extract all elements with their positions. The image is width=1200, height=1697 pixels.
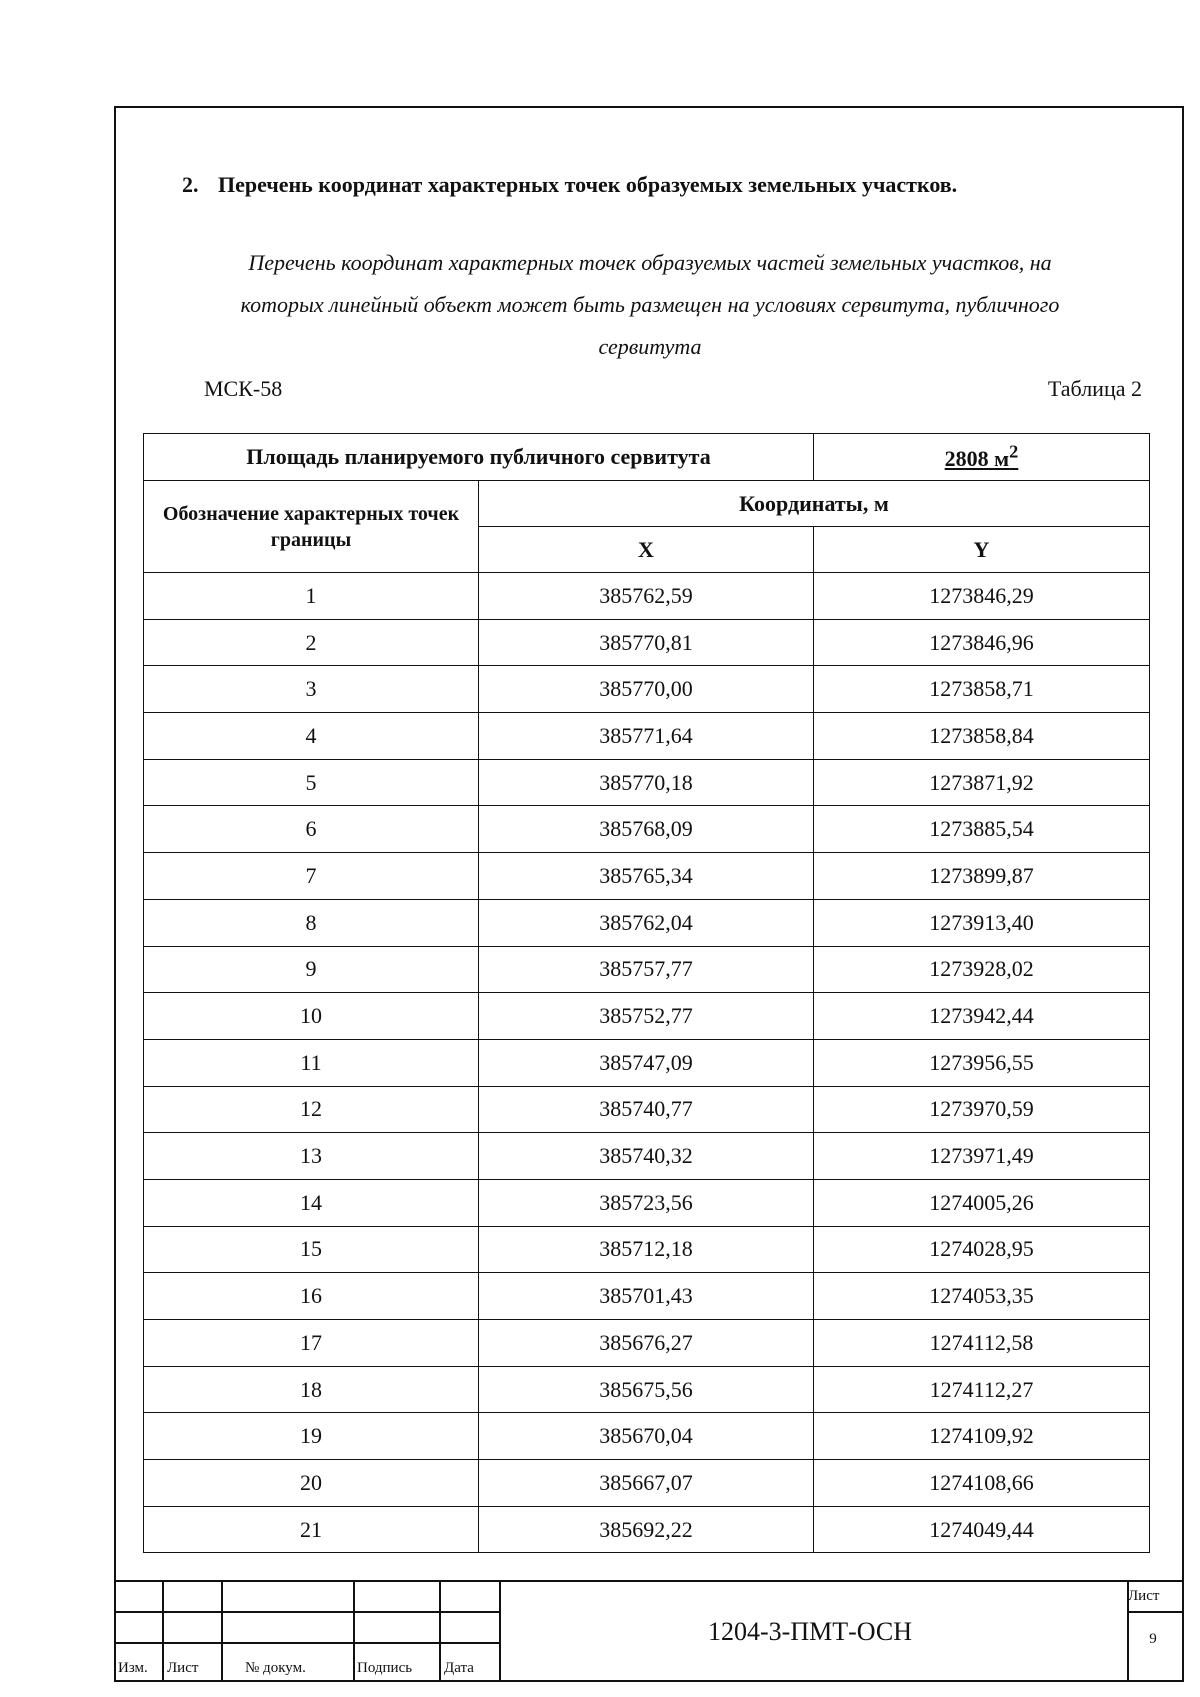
x-coordinate: 385701,43: [479, 1273, 814, 1320]
point-number: 20: [144, 1460, 479, 1507]
y-coordinate: 1274028,95: [814, 1226, 1150, 1273]
section-number: 2.: [182, 172, 199, 197]
y-coordinate: 1274005,26: [814, 1179, 1150, 1226]
x-coordinate: 385676,27: [479, 1320, 814, 1367]
point-number: 7: [144, 853, 479, 900]
table-row: [144, 993, 1150, 1040]
y-coordinate: 1273956,55: [814, 1039, 1150, 1086]
y-coordinate: 1273858,84: [814, 713, 1150, 760]
point-number: 15: [144, 1226, 479, 1273]
point-number: 2: [144, 619, 479, 666]
table-row: [144, 1506, 1150, 1553]
coords-header: Координаты, м: [479, 481, 1150, 527]
point-number: 1: [144, 573, 479, 620]
y-coordinate: 1274049,44: [814, 1506, 1150, 1553]
x-coordinate: 385670,04: [479, 1413, 814, 1460]
y-coordinate: 1273871,92: [814, 759, 1150, 806]
x-coordinate: 385747,09: [479, 1039, 814, 1086]
table-row: [144, 1226, 1150, 1273]
x-coordinate: 385770,18: [479, 759, 814, 806]
stamp-signature: Подпись: [357, 1660, 413, 1676]
point-number: 21: [144, 1506, 479, 1553]
point-number: 18: [144, 1366, 479, 1413]
y-coordinate: 1273885,54: [814, 806, 1150, 853]
point-number: 13: [144, 1133, 479, 1180]
area-unit-sup: 2: [1009, 441, 1019, 462]
table-row: [144, 573, 1150, 620]
point-number: 10: [144, 993, 479, 1040]
x-coordinate: 385723,56: [479, 1179, 814, 1226]
table-row: [144, 1086, 1150, 1133]
y-coordinate: 1273970,59: [814, 1086, 1150, 1133]
x-coordinate: 385770,81: [479, 619, 814, 666]
table-row: [144, 1039, 1150, 1086]
stamp-doc-no: № докум.: [245, 1660, 306, 1676]
section-heading: [182, 172, 957, 198]
stamp-v4: [439, 1580, 441, 1682]
y-coordinate: 1274112,27: [814, 1366, 1150, 1413]
x-coordinate: 385770,00: [479, 666, 814, 713]
point-number: 17: [144, 1320, 479, 1367]
y-coordinate: 1273928,02: [814, 946, 1150, 993]
table-row: [144, 806, 1150, 853]
x-coordinate: 385675,56: [479, 1366, 814, 1413]
x-coordinate: 385757,77: [479, 946, 814, 993]
stamp-date: Дата: [444, 1660, 474, 1676]
stamp-list: Лист: [167, 1660, 199, 1676]
x-coordinate: 385765,34: [479, 853, 814, 900]
table-row: [144, 666, 1150, 713]
point-number: 16: [144, 1273, 479, 1320]
stamp-row-line-2: [114, 1642, 500, 1644]
y-coordinate: 1273913,40: [814, 899, 1150, 946]
stamp-izm: Изм.: [118, 1660, 148, 1676]
y-coordinate: 1273858,71: [814, 666, 1150, 713]
x-coordinate: 385771,64: [479, 713, 814, 760]
y-coordinate: 1273846,29: [814, 573, 1150, 620]
table-row: [144, 1460, 1150, 1507]
area-value-text: 2808 м: [944, 446, 1010, 472]
stamp-row-line-1: [114, 1611, 500, 1613]
table-row: [144, 619, 1150, 666]
x-coordinate: 385667,07: [479, 1460, 814, 1507]
x-coordinate: 385762,04: [479, 899, 814, 946]
x-coordinate: 385712,18: [479, 1226, 814, 1273]
point-number: 3: [144, 666, 479, 713]
subtitle-line-2: которых линейный объект может быть размещен на условиях сервитута, публичного: [240, 292, 1060, 317]
document-code: 1204-3-ПМТ-ОСН: [708, 1617, 912, 1646]
area-value: [814, 434, 1150, 481]
y-coordinate: 1274108,66: [814, 1460, 1150, 1507]
point-number: 8: [144, 899, 479, 946]
subtitle-line-3: сервитута: [598, 334, 702, 359]
x-coordinate: 385762,59: [479, 573, 814, 620]
y-coordinate: 1273899,87: [814, 853, 1150, 900]
point-number: 9: [144, 946, 479, 993]
sheet-label: Лист: [1128, 1588, 1160, 1604]
x-header: X: [479, 527, 814, 573]
point-number: 5: [144, 759, 479, 806]
y-coordinate: 1274053,35: [814, 1273, 1150, 1320]
y-header: Y: [814, 527, 1150, 573]
table-subtitle: [180, 242, 1120, 368]
x-coordinate: 385752,77: [479, 993, 814, 1040]
table-row: [144, 1133, 1150, 1180]
x-coordinate: 385692,22: [479, 1506, 814, 1553]
table-row: [144, 713, 1150, 760]
point-number: 12: [144, 1086, 479, 1133]
point-number: 19: [144, 1413, 479, 1460]
designation-header: Обозначение характерных точек границы: [144, 481, 479, 573]
table-row: [144, 1320, 1150, 1367]
point-number: 11: [144, 1039, 479, 1086]
stamp-top-line: [114, 1580, 1184, 1582]
stamp-v5: [499, 1580, 501, 1682]
stamp-v2: [221, 1580, 223, 1682]
section-title: Перечень координат характерных точек образуемых земельных участков.: [218, 172, 958, 197]
subtitle-line-1: Перечень координат характерных точек образуемых частей земельных участков, на: [248, 250, 1052, 275]
x-coordinate: 385740,32: [479, 1133, 814, 1180]
table-row: [144, 946, 1150, 993]
y-coordinate: 1274112,58: [814, 1320, 1150, 1367]
table-row: [144, 1413, 1150, 1460]
point-number: 4: [144, 713, 479, 760]
y-coordinate: 1273971,49: [814, 1133, 1150, 1180]
table-number: Таблица 2: [1047, 376, 1142, 401]
coordinate-system: МСК-58: [204, 376, 283, 401]
stamp-v3: [353, 1580, 355, 1682]
stamp-sheet-line: [1128, 1611, 1184, 1613]
area-row: [144, 434, 1150, 481]
table-row: [144, 1366, 1150, 1413]
y-coordinate: 1273846,96: [814, 619, 1150, 666]
table-row: [144, 853, 1150, 900]
coordinates-table: [143, 433, 1150, 1553]
header-row: [144, 481, 1150, 527]
point-number: 6: [144, 806, 479, 853]
table-row: [144, 1179, 1150, 1226]
x-coordinate: 385768,09: [479, 806, 814, 853]
point-number: 14: [144, 1179, 479, 1226]
x-coordinate: 385740,77: [479, 1086, 814, 1133]
table-row: [144, 759, 1150, 806]
y-coordinate: 1273942,44: [814, 993, 1150, 1040]
sheet-number: 9: [1149, 1631, 1157, 1647]
area-label: Площадь планируемого публичного сервитута: [144, 434, 814, 481]
y-coordinate: 1274109,92: [814, 1413, 1150, 1460]
stamp-v1: [162, 1580, 164, 1682]
table-row: [144, 1273, 1150, 1320]
table-row: [144, 899, 1150, 946]
